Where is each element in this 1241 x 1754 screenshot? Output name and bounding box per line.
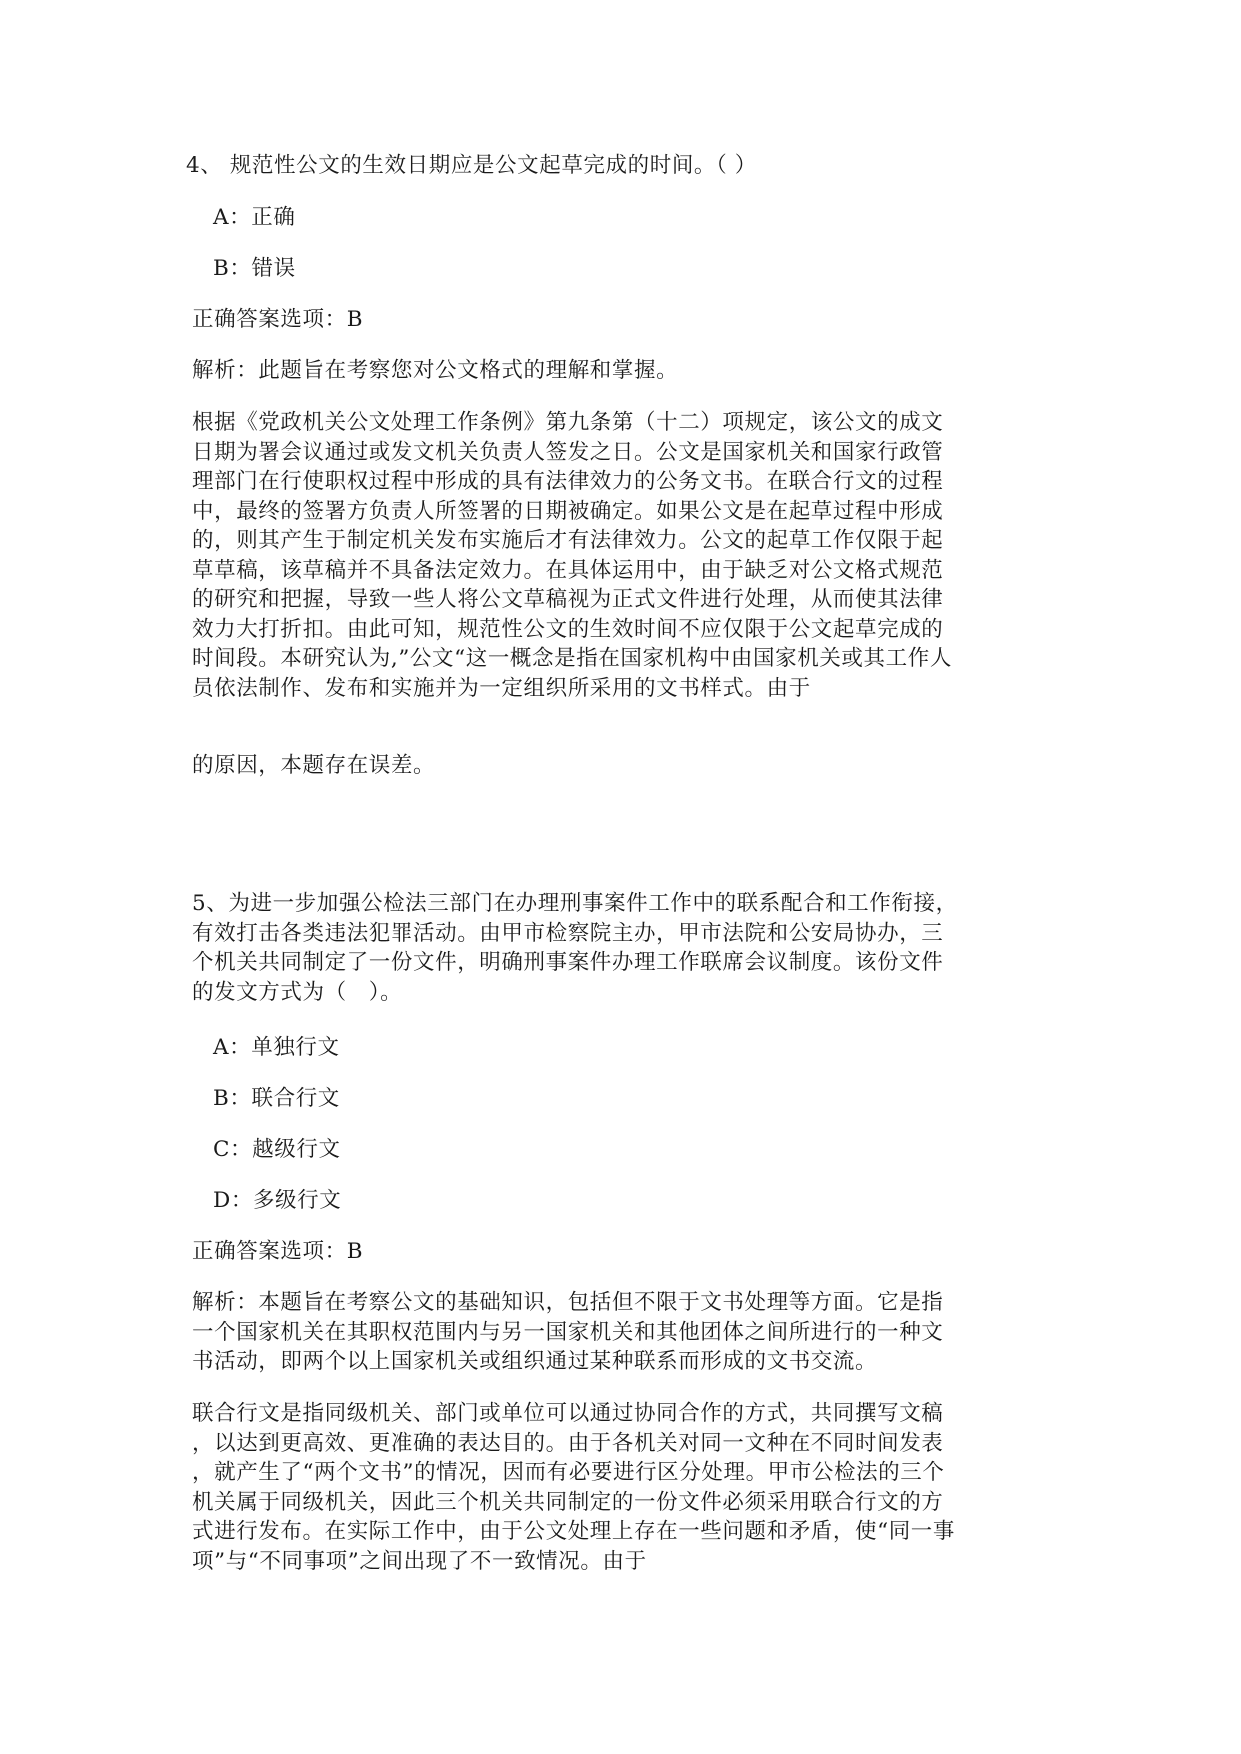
stem-line: 的发文方式为（ ）。 bbox=[192, 979, 403, 1005]
question-5-stem bbox=[192, 889, 1052, 1007]
question-5-option-a: A：单独行文 bbox=[213, 1035, 340, 1060]
question-4-answer: 正确答案选项：B bbox=[192, 307, 364, 332]
analysis-line: 的研究和把握，导致一些人将公文草稿视为正式文件进行处理，从而使其法律 bbox=[192, 587, 944, 612]
analysis-line: 书活动，即两个以上国家机关或组织通过某种联系而形成的文书交流。 bbox=[192, 1349, 878, 1374]
analysis-line: 中，最终的签署方负责人所签署的日期被确定。如果公文是在起草过程中形成 bbox=[192, 498, 944, 524]
question-5-option-b: B：联合行文 bbox=[213, 1086, 340, 1111]
analysis-line: 时间段。本研究认为,”公文“这一概念是指在国家机构中由国家机关或其工作人 bbox=[192, 646, 952, 671]
analysis-line: 效力大打折扣。由此可知，规范性公文的生效时间不应仅限于公文起草完成的 bbox=[192, 616, 944, 642]
analysis-line: ，以达到更高效、更准确的表达目的。由于各机关对同一文种在不同时间发表 bbox=[192, 1430, 944, 1456]
question-4-option-b: B：错误 bbox=[213, 256, 296, 281]
question-4-conclusion: 的原因，本题存在误差。 bbox=[192, 753, 436, 778]
analysis-line: 式进行发布。在实际工作中，由于公文处理上存在一些问题和矛盾，使“同一事 bbox=[192, 1519, 955, 1544]
question-5-analysis-intro bbox=[192, 1288, 1052, 1377]
analysis-line: 联合行文是指同级机关、部门或单位可以通过协同合作的方式，共同撰写文稿 bbox=[192, 1401, 944, 1426]
stem-line: 有效打击各类违法犯罪活动。由甲市检察院主办，甲市法院和公安局协办，三 bbox=[192, 920, 944, 946]
analysis-line: 根据《党政机关公文处理工作条例》第九条第（十二）项规定，该公文的成文 bbox=[192, 410, 944, 435]
analysis-line: 的，则其产生于制定机关发布实施后才有法律效力。公文的起草工作仅限于起 bbox=[192, 528, 944, 553]
stem-line: 个机关共同制定了一份文件，明确刑事案件办理工作联席会议制度。该份文件 bbox=[192, 950, 944, 975]
analysis-line: 员依法制作、发布和实施并为一定组织所采用的文书样式。由于 bbox=[192, 675, 811, 701]
analysis-line: 理部门在行使职权过程中形成的具有法律效力的公务文书。在联合行文的过程 bbox=[192, 469, 944, 494]
question-4-analysis-body bbox=[192, 408, 1052, 703]
question-5-answer: 正确答案选项：B bbox=[192, 1239, 364, 1264]
question-4-stem: 4、 规范性公文的生效日期应是公文起草完成的时间。（ ） bbox=[186, 153, 757, 178]
question-5-option-c: C：越级行文 bbox=[213, 1137, 341, 1162]
analysis-line: 解析：本题旨在考察公文的基础知识，包括但不限于文书处理等方面。它是指 bbox=[192, 1290, 944, 1315]
stem-line: 5、为进一步加强公检法三部门在办理刑事案件工作中的联系配合和工作衔接， bbox=[192, 891, 958, 916]
analysis-line: 日期为署会议通过或发文机关负责人签发之日。公文是国家机关和国家行政管 bbox=[192, 439, 944, 465]
question-4-option-a: A：正确 bbox=[213, 205, 296, 230]
analysis-line: ，就产生了“两个文书”的情况，因而有必要进行区分处理。甲市公检法的三个 bbox=[192, 1460, 945, 1485]
analysis-line: 项”与“不同事项”之间出现了不一致情况。由于 bbox=[192, 1548, 647, 1574]
question-4-analysis-intro: 解析：此题旨在考察您对公文格式的理解和掌握。 bbox=[192, 358, 679, 383]
analysis-line: 一个国家机关在其职权范围内与另一国家机关和其他团体之间所进行的一种文 bbox=[192, 1319, 944, 1345]
analysis-line: 草草稿，该草稿并不具备法定效力。在具体运用中，由于缺乏对公文格式规范 bbox=[192, 557, 944, 583]
question-5-option-d: D：多级行文 bbox=[213, 1188, 342, 1213]
analysis-line: 机关属于同级机关，因此三个机关共同制定的一份文件必须采用联合行文的方 bbox=[192, 1489, 944, 1515]
question-5-analysis-body bbox=[192, 1399, 1052, 1576]
